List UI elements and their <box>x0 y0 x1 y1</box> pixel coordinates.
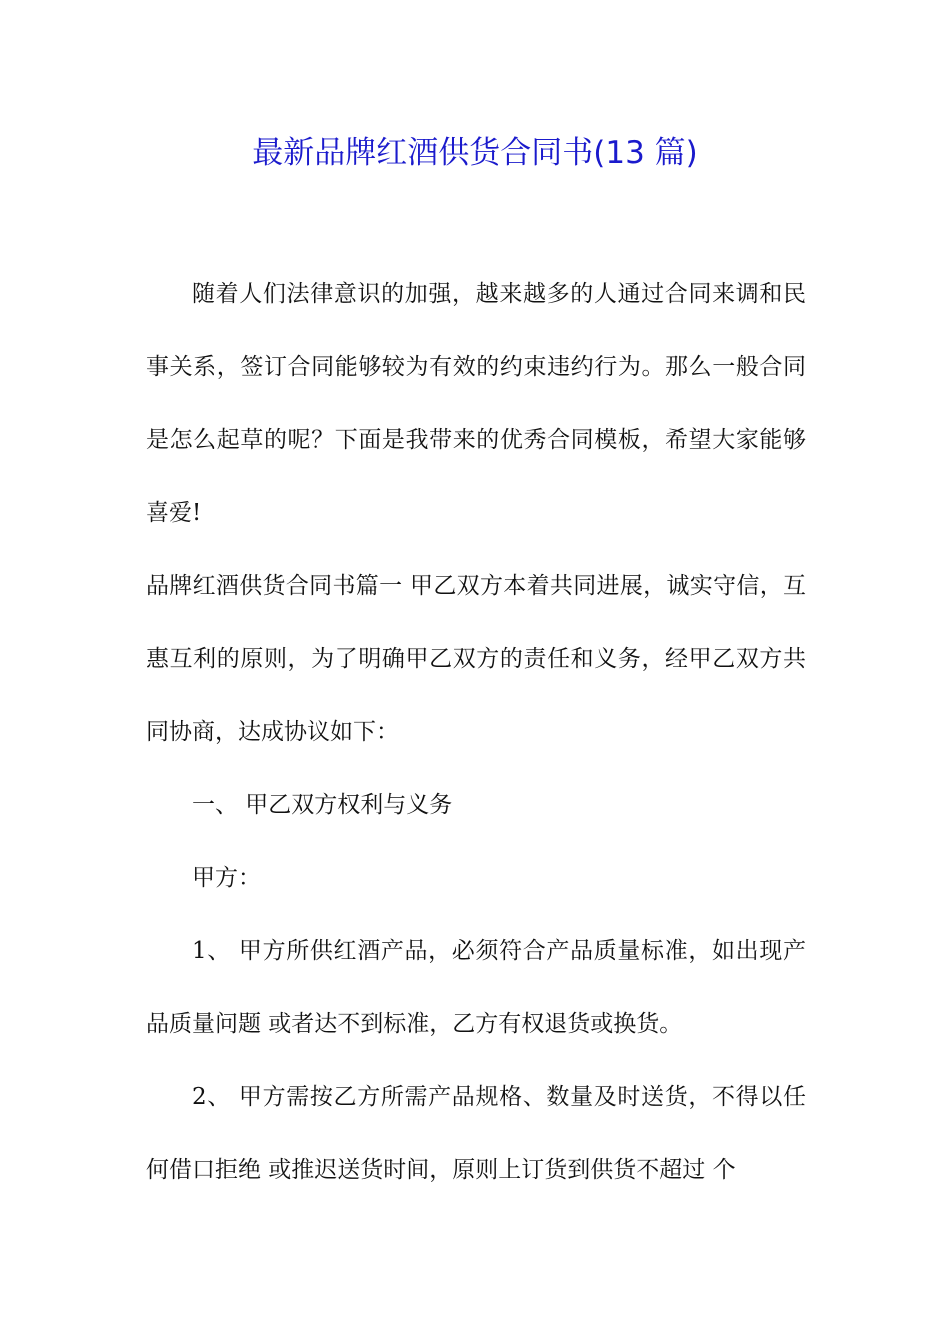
party-a-label: 甲方： <box>192 865 261 891</box>
document-body <box>146 258 806 1207</box>
clause-1: 1、 甲方所供红酒产品，必须符合产品质量标准，如出现产品质量问题 或者达不到标准，乙方有权退货或换货。 <box>146 938 806 1037</box>
clause-heading: 一、 甲乙双方权利与义务 <box>192 792 453 818</box>
document-title: 最新品牌红酒供货合同书(13 篇) <box>252 135 698 171</box>
clause-2: 2、 甲方需按乙方所需产品规格、数量及时送货，不得以任何借口拒绝 或推迟送货时间，原则上订货到供货不超过 个 <box>146 1084 806 1183</box>
section-heading-paragraph: 品牌红酒供货合同书篇一 甲乙双方本着共同进展，诚实守信，互惠互利的原则，为了明确甲乙双方的责任和义务，经甲乙双方共同协商，达成协议如下： <box>146 573 806 745</box>
intro-paragraph: 随着人们法律意识的加强，越来越多的人通过合同来调和民事关系，签订合同能够较为有效的约束违约行为。那么一般合同是怎么起草的呢？下面是我带来的优秀合同模板，希望大家能够喜爱! <box>146 281 806 526</box>
